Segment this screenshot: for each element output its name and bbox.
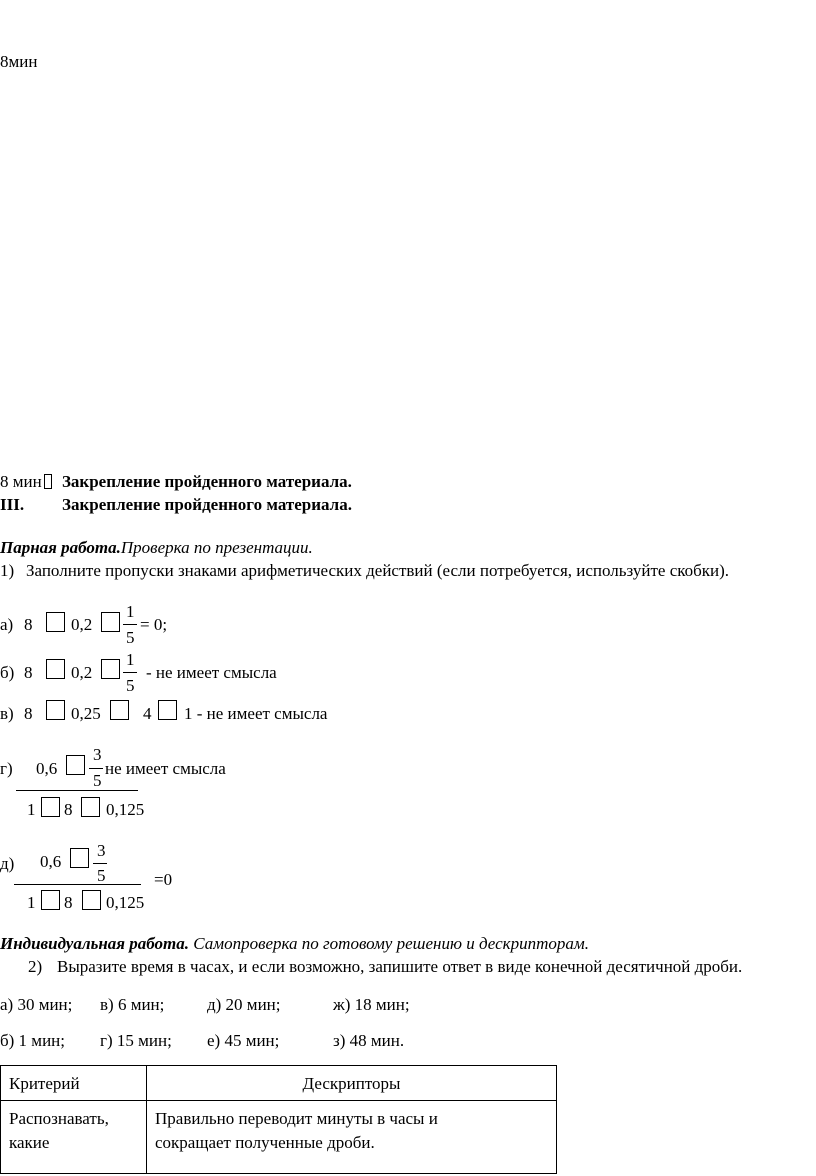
blank-box[interactable] xyxy=(110,700,129,720)
pair-work-label: Парная работа. xyxy=(0,538,121,557)
blank-box[interactable] xyxy=(41,797,60,817)
column-header-descriptors: Дескрипторы xyxy=(147,1066,557,1101)
task2-item: в) 6 мин; xyxy=(100,995,165,1014)
blank-box[interactable] xyxy=(41,890,60,910)
number-8: 8 xyxy=(24,663,33,682)
blank-box[interactable] xyxy=(101,612,120,632)
item-rest: =0 xyxy=(154,870,173,889)
item-rest: 1 - не имеет смысла xyxy=(184,704,328,723)
number-0-6: 0,6 xyxy=(36,759,58,778)
task1-number: 1) xyxy=(0,561,15,580)
number-0-2: 0,2 xyxy=(71,615,93,634)
fraction-denominator: 5 xyxy=(93,771,102,790)
descriptor-text: сокращает полученные дроби. xyxy=(155,1133,375,1152)
number-0-125: 0,125 xyxy=(106,800,145,819)
fraction-bar xyxy=(123,624,137,625)
blank-box[interactable] xyxy=(82,890,101,910)
fraction-numerator: 1 xyxy=(126,602,135,621)
number-0-6: 0,6 xyxy=(40,852,62,871)
criterion-cell xyxy=(1,1101,147,1174)
item-label: д) xyxy=(0,854,15,873)
table-header-row xyxy=(1,1066,557,1101)
blank-box[interactable] xyxy=(70,848,89,868)
item-label: в) xyxy=(0,704,14,723)
blank-box[interactable] xyxy=(158,700,177,720)
number-4: 4 xyxy=(143,704,152,723)
task2-item: д) 20 мин; xyxy=(207,995,281,1014)
fraction-bar xyxy=(93,863,107,864)
item-label: б) xyxy=(0,663,15,682)
fraction-numerator: 3 xyxy=(93,745,102,764)
task2-item: г) 15 мин; xyxy=(100,1031,172,1050)
individual-work-line xyxy=(0,934,589,954)
section-number: III. xyxy=(0,495,25,514)
fraction-denominator: 5 xyxy=(126,676,135,695)
item-label: г) xyxy=(0,759,13,778)
fraction-numerator: 3 xyxy=(97,841,106,860)
blank-box[interactable] xyxy=(46,659,65,679)
blank-box[interactable] xyxy=(46,700,65,720)
task2-number: 2) xyxy=(28,957,43,976)
blank-box[interactable] xyxy=(101,659,120,679)
number-0-125: 0,125 xyxy=(106,893,145,912)
missing-glyph-icon xyxy=(44,474,52,489)
descriptor-cell xyxy=(147,1101,557,1174)
fraction-bar xyxy=(89,768,103,769)
individual-work-label: Индивидуальная работа. xyxy=(0,934,190,953)
task2-item: з) 48 мин. xyxy=(333,1031,405,1050)
fraction-numerator: 1 xyxy=(126,650,135,669)
blank-box[interactable] xyxy=(81,797,100,817)
number-0-2: 0,2 xyxy=(71,663,93,682)
pair-work-line xyxy=(0,538,313,558)
item-rest: = 0; xyxy=(140,615,168,634)
task2-item: е) 45 мин; xyxy=(207,1031,280,1050)
task2-item: а) 30 мин; xyxy=(0,995,73,1014)
number-0-25: 0,25 xyxy=(71,704,101,723)
descriptor-text: Правильно переводит минуты в часы и xyxy=(155,1109,438,1128)
column-header-criterion: Критерий xyxy=(1,1066,147,1101)
number-8: 8 xyxy=(64,800,73,819)
task2-text: Выразите время в часах, и если возможно, запишите ответ в виде конечной десятичной дроби. xyxy=(57,957,743,976)
main-fraction-bar xyxy=(14,884,141,885)
section-heading-duplicate: Закрепление пройденного материала. xyxy=(61,472,352,491)
item-rest: не имеет смысла xyxy=(105,759,226,778)
item-rest: - не имеет смысла xyxy=(146,663,277,682)
time-note: 8мин xyxy=(0,52,38,71)
number-8: 8 xyxy=(24,704,33,723)
section-time-line xyxy=(0,472,352,492)
item-label: а) xyxy=(0,615,14,634)
blank-box[interactable] xyxy=(46,612,65,632)
fraction-bar xyxy=(123,672,137,673)
task2-item: ж) 18 мин; xyxy=(333,995,410,1014)
number-8: 8 xyxy=(64,893,73,912)
task2-item: б) 1 мин; xyxy=(0,1031,65,1050)
criteria-table xyxy=(0,1065,557,1174)
fraction-denominator: 5 xyxy=(126,628,135,647)
blank-box[interactable] xyxy=(66,755,85,775)
task1-text: Заполните пропуски знаками арифметических действий (если потребуется, используйте скобки). xyxy=(26,561,730,580)
criterion-text: какие xyxy=(9,1133,50,1152)
number-1: 1 xyxy=(27,893,36,912)
individual-work-note: Самопроверка по готовому решению и дескрипторам. xyxy=(193,934,589,953)
table-row xyxy=(1,1101,557,1174)
number-1: 1 xyxy=(27,800,36,819)
section-heading: Закрепление пройденного материала. xyxy=(62,495,352,514)
pair-work-note: Проверка по презентации. xyxy=(120,538,313,557)
number-8: 8 xyxy=(24,615,33,634)
main-fraction-bar xyxy=(16,790,138,791)
criterion-text: Распознавать, xyxy=(9,1109,109,1128)
section-time-prefix: 8 мин xyxy=(0,472,42,491)
fraction-denominator: 5 xyxy=(97,866,106,885)
